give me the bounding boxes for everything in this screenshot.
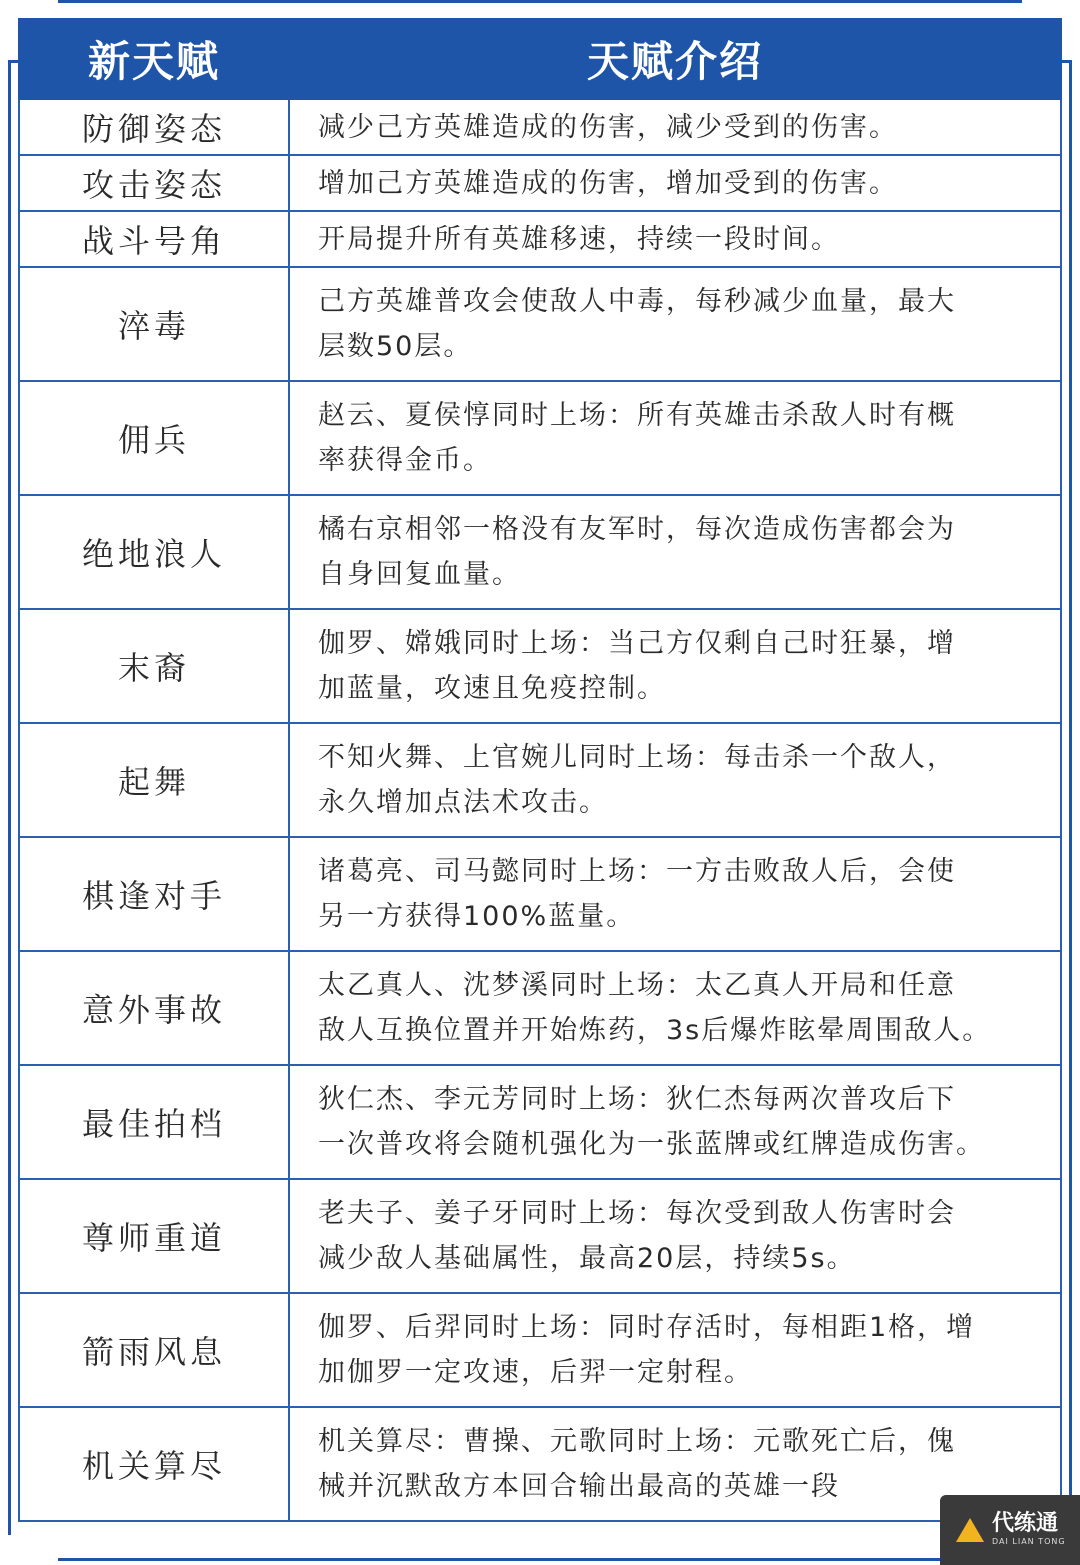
frame-right-line xyxy=(1069,60,1072,1535)
watermark-text xyxy=(992,1512,1066,1548)
header-desc: 天赋介绍 xyxy=(289,19,1061,99)
talent-desc: 减少己方英雄造成的伤害，减少受到的伤害。 xyxy=(289,99,1061,155)
talent-desc: 老夫子、姜子牙同时上场：每次受到敌人伤害时会 减少敌人基础属性，最高20层，持续5s。 xyxy=(289,1179,1061,1293)
talent-table xyxy=(18,18,1062,1522)
talent-desc: 赵云、夏侯惇同时上场：所有英雄击杀敌人时有概 率获得金币。 xyxy=(289,381,1061,495)
talent-desc: 不知火舞、上官婉儿同时上场：每击杀一个敌人， 永久增加点法术攻击。 xyxy=(289,723,1061,837)
frame-top-line xyxy=(58,0,1022,3)
talent-name: 起舞 xyxy=(19,723,289,837)
watermark-en: DAI LIAN TONG xyxy=(992,1537,1066,1546)
logo-icon xyxy=(954,1514,986,1546)
table-row xyxy=(19,381,1061,495)
talent-name: 最佳拍档 xyxy=(19,1065,289,1179)
table-row xyxy=(19,1179,1061,1293)
header-name: 新天赋 xyxy=(19,19,289,99)
table-row xyxy=(19,99,1061,155)
talent-desc: 伽罗、后羿同时上场：同时存活时，每相距1格，增 加伽罗一定攻速，后羿一定射程。 xyxy=(289,1293,1061,1407)
talent-name: 机关算尽 xyxy=(19,1407,289,1521)
table-row xyxy=(19,951,1061,1065)
talent-desc: 诸葛亮、司马懿同时上场：一方击败敌人后，会使 另一方获得100%蓝量。 xyxy=(289,837,1061,951)
talent-name: 尊师重道 xyxy=(19,1179,289,1293)
frame-left-line xyxy=(8,60,11,1535)
talent-desc: 机关算尽：曹操、元歌同时上场：元歌死亡后，傀 械并沉默敌方本回合输出最高的英雄一段 xyxy=(289,1407,1061,1521)
talent-desc: 增加己方英雄造成的伤害，增加受到的伤害。 xyxy=(289,155,1061,211)
table-row xyxy=(19,211,1061,267)
frame-bottom-line xyxy=(58,1558,1022,1561)
talent-desc: 己方英雄普攻会使敌人中毒，每秒减少血量，最大 层数50层。 xyxy=(289,267,1061,381)
table-row xyxy=(19,609,1061,723)
table-row xyxy=(19,495,1061,609)
table-row xyxy=(19,155,1061,211)
talent-desc: 橘右京相邻一格没有友军时，每次造成伤害都会为 自身回复血量。 xyxy=(289,495,1061,609)
table-row xyxy=(19,1293,1061,1407)
talent-name: 战斗号角 xyxy=(19,211,289,267)
watermark-cn: 代练通 xyxy=(992,1511,1059,1536)
table-row xyxy=(19,837,1061,951)
talent-name: 佣兵 xyxy=(19,381,289,495)
table-row xyxy=(19,1407,1061,1521)
table-row xyxy=(19,267,1061,381)
watermark-logo xyxy=(940,1495,1080,1565)
talent-name: 箭雨风息 xyxy=(19,1293,289,1407)
table-row xyxy=(19,1065,1061,1179)
talent-desc: 狄仁杰、李元芳同时上场：狄仁杰每两次普攻后下 一次普攻将会随机强化为一张蓝牌或红牌造成伤害。 xyxy=(289,1065,1061,1179)
talent-name: 绝地浪人 xyxy=(19,495,289,609)
talent-name: 末裔 xyxy=(19,609,289,723)
talent-name: 棋逢对手 xyxy=(19,837,289,951)
talent-name: 攻击姿态 xyxy=(19,155,289,211)
table-row xyxy=(19,723,1061,837)
talent-desc: 伽罗、嫦娥同时上场：当己方仅剩自己时狂暴，增 加蓝量，攻速且免疫控制。 xyxy=(289,609,1061,723)
talent-name: 防御姿态 xyxy=(19,99,289,155)
talent-name: 淬毒 xyxy=(19,267,289,381)
talent-desc: 太乙真人、沈梦溪同时上场：太乙真人开局和任意 敌人互换位置并开始炼药，3s后爆炸眩晕周围敌人。 xyxy=(289,951,1061,1065)
talent-desc: 开局提升所有英雄移速，持续一段时间。 xyxy=(289,211,1061,267)
talent-name: 意外事故 xyxy=(19,951,289,1065)
table-header-row xyxy=(19,19,1061,99)
